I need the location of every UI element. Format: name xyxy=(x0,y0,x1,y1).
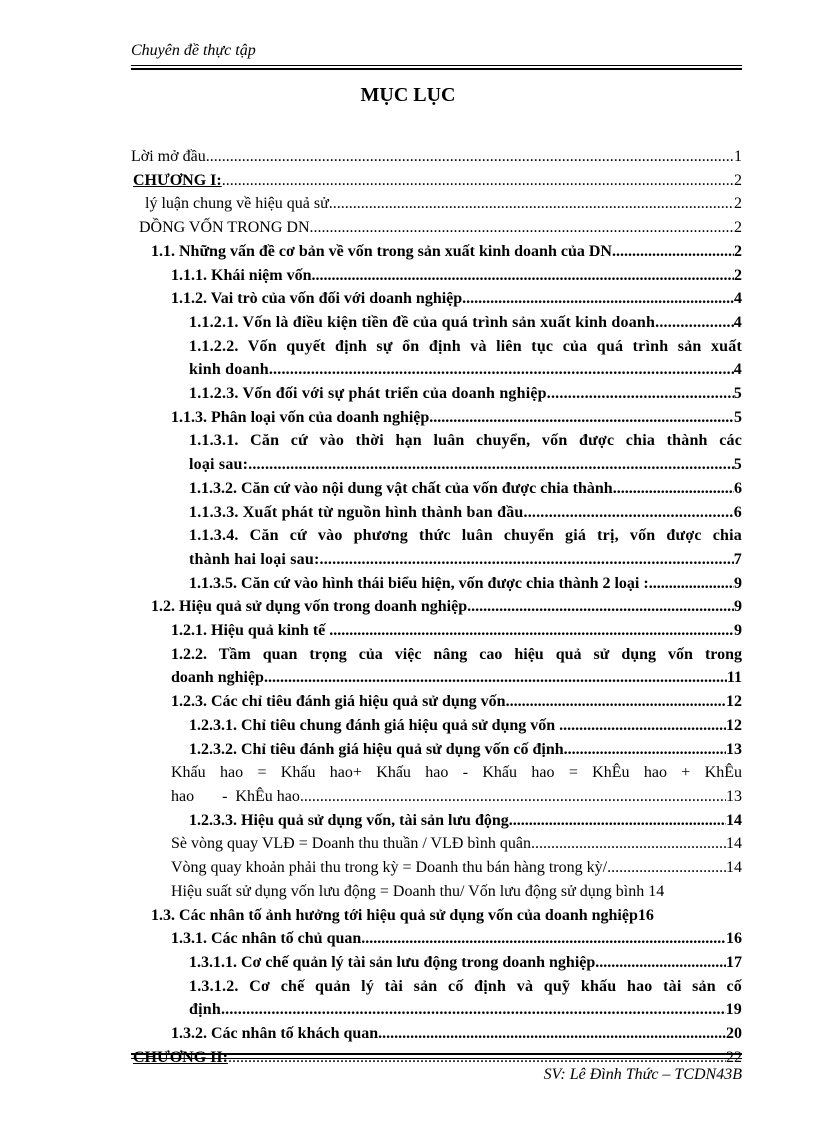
toc-page-number: 20 xyxy=(726,1025,742,1043)
toc-entry-1-3-1[interactable]: 1.3.1. Các nhân tố chủ quan ..... 16 xyxy=(131,927,742,951)
toc-page-number: 17 xyxy=(726,953,742,971)
toc-page-number: 11 xyxy=(726,669,742,687)
toc-entry-1-2-1[interactable]: 1.2.1. Hiệu quả kinh tế ..... 9 xyxy=(131,619,742,643)
toc-page-number: 12 xyxy=(726,716,742,734)
toc-page-number: 13 xyxy=(726,740,742,758)
toc-entry-hieu-suat[interactable]: Hiệu suất sử dụng vốn lưu động = Doanh thu/ Vốn lưu động sử dụng bình 14 xyxy=(131,880,742,904)
toc-page-number: 14 xyxy=(648,882,665,900)
toc-entry-1-1-3-5[interactable]: 1.1.3.5. Căn cứ vào hình thái biểu hiện, vốn được chia thành 2 loại : ..... 9 xyxy=(131,572,742,596)
toc-entry-1-3-1-2[interactable]: 1.3.1.2. Cơ chế quản lý tài sản cố định và quỹ khấu hao tài sản cố định ..... 19 xyxy=(131,975,742,1022)
toc-entry-1-1-3-1[interactable]: 1.1.3.1. Căn cứ vào thời hạn luân chuyển, vốn được chia thành các loại sau: ..... 5 xyxy=(131,429,742,476)
toc-entry-1-2-3-1[interactable]: 1.2.3.1. Chỉ tiêu chung đánh giá hiệu quả sử dụng vốn ..... 12 xyxy=(131,714,742,738)
toc-entry-loi-mo-dau[interactable]: Lời mở đầu ..... 1 xyxy=(131,145,742,169)
header-rule-thin xyxy=(131,65,742,66)
toc-entry-1-3-2[interactable]: 1.3.2. Các nhân tố khách quan ..... 20 xyxy=(131,1022,742,1046)
toc-page-number: 16 xyxy=(637,906,654,924)
toc-entry-ly-luan-chung[interactable]: lý luận chung về hiệu quả sử ..... 2 xyxy=(131,192,742,216)
toc-page-number: 14 xyxy=(726,835,742,853)
header-rule-thick xyxy=(131,68,742,70)
toc-entry-1-3[interactable]: 1.3. Các nhân tố ảnh hưởng tới hiệu quả sử dụng vốn của doanh nghiệp 16 xyxy=(131,904,742,928)
toc-page-number: 13 xyxy=(726,787,742,805)
toc-page-number: 19 xyxy=(725,1001,742,1019)
toc-entry-khau-hao[interactable]: Khấu hao = Khấu hao+ Khấu hao - Khấu hao = KhÊu hao + KhÊu hao - KhÊu hao ..... 13 xyxy=(131,761,742,808)
toc-entry-1-1-3-3[interactable]: 1.1.3.3. Xuất phát từ nguồn hình thành ban đầu ..... 6 xyxy=(131,501,742,525)
toc-page-number: 2 xyxy=(734,219,742,237)
toc-page-number: 6 xyxy=(734,479,742,497)
footer-rule-thick xyxy=(131,1053,742,1055)
toc-page-number: 2 xyxy=(734,242,742,260)
toc-page-number: 14 xyxy=(726,859,742,877)
toc-page-number: 5 xyxy=(733,385,742,403)
toc-entry-1-1-3-4[interactable]: 1.1.3.4. Căn cứ vào phương thức luân chuyển giá trị, vốn được chia thành hai loại sau: ..... 7 xyxy=(131,524,742,571)
toc-page-number: 22 xyxy=(726,1048,742,1066)
toc-page-number: 2 xyxy=(734,266,742,284)
toc-page-number: 9 xyxy=(734,598,742,616)
page-footer: SV: Lê Đình Thức – TCDN43B xyxy=(543,1066,742,1083)
toc-entry-1-2[interactable]: 1.2. Hiệu quả sử dụng vốn trong doanh nghiệp ..... 9 xyxy=(131,595,742,619)
toc-entry-1-1-2-2[interactable]: 1.1.2.2. Vốn quyết định sự ổn định và liên tục của quá trình sản xuất kinh doanh ..... 4 xyxy=(131,335,742,382)
toc-page-number: 4 xyxy=(733,313,742,331)
toc-entry-chuong-2[interactable]: CHƯƠNG II: ..... 22 xyxy=(131,1046,742,1070)
toc-entry-1-1-2-1[interactable]: 1.1.2.1. Vốn là điều kiện tiền đề của quá trình sản xuất kinh doanh ..... 4 xyxy=(131,311,742,335)
toc-entry-1-1-3[interactable]: 1.1.3. Phân loại vốn của doanh nghiệp ..... 5 xyxy=(131,406,742,430)
table-of-contents xyxy=(131,145,742,1069)
toc-page-number: 2 xyxy=(734,195,742,213)
toc-page-number: 12 xyxy=(726,693,742,711)
toc-page-number: 7 xyxy=(733,550,742,568)
toc-entry-vong-quay-khoan-phai-thu[interactable]: Vòng quay khoản phải thu trong kỳ = Doanh thu bán hàng trong kỳ/ ..... 14 xyxy=(131,856,742,880)
toc-entry-1-2-3-2[interactable]: 1.2.3.2. Chỉ tiêu đánh giá hiệu quả sử dụng vốn cố định ..... 13 xyxy=(131,738,742,762)
toc-page-number: 4 xyxy=(734,290,742,308)
toc-page-number: 5 xyxy=(734,408,742,426)
page-header: Chuyên đề thực tập xyxy=(131,42,256,59)
toc-entry-1-2-3-3[interactable]: 1.2.3.3. Hiệu quả sử dụng vốn, tài sản lưu động ..... 14 xyxy=(131,809,742,833)
toc-page-number: 6 xyxy=(733,503,742,521)
footer-rule-thin xyxy=(131,1058,742,1059)
toc-page-number: 9 xyxy=(734,622,742,640)
toc-entry-1-1-3-2[interactable]: 1.1.3.2. Căn cứ vào nội dung vật chất của vốn được chia thành ..... 6 xyxy=(131,477,742,501)
toc-page-number: 14 xyxy=(726,811,742,829)
toc-page-number: 2 xyxy=(734,171,742,189)
toc-entry-dong-von[interactable]: DỒNG VỐN TRONG DN ..... 2 xyxy=(131,216,742,240)
toc-page-number: 16 xyxy=(726,930,742,948)
toc-page-number: 9 xyxy=(734,574,742,592)
toc-entry-1-2-3[interactable]: 1.2.3. Các chỉ tiêu đánh giá hiệu quả sử dụng vốn ..... 12 xyxy=(131,690,742,714)
toc-entry-1-1-1[interactable]: 1.1.1. Khái niệm vốn ..... 2 xyxy=(131,264,742,288)
toc-page-number: 1 xyxy=(734,148,742,165)
toc-entry-1-1-2-3[interactable]: 1.1.2.3. Vốn đối với sự phát triển của doanh nghiệp ..... 5 xyxy=(131,382,742,406)
toc-entry-1-1[interactable]: 1.1. Những vấn đề cơ bản về vốn trong sản xuất kinh doanh của DN ..... 2 xyxy=(131,240,742,264)
toc-entry-1-3-1-1[interactable]: 1.3.1.1. Cơ chế quản lý tài sản lưu động trong doanh nghiệp ..... 17 xyxy=(131,951,742,975)
toc-entry-chuong-1[interactable]: CHƯƠNG I: ..... 2 xyxy=(131,169,742,193)
toc-entry-so-vong-quay[interactable]: Sè vòng quay VLĐ = Doanh thu thuần / VLĐ bình quân ..... 14 xyxy=(131,832,742,856)
page-title: MỤC LỤC xyxy=(360,84,456,106)
toc-entry-1-2-2[interactable]: 1.2.2. Tầm quan trọng của việc nâng cao hiệu quả sử dụng vốn trong doanh nghiệp ..... 11 xyxy=(131,643,742,690)
toc-entry-1-1-2[interactable]: 1.1.2. Vai trò của vốn đối với doanh nghiệp ..... 4 xyxy=(131,287,742,311)
toc-page-number: 4 xyxy=(733,361,742,379)
toc-page-number: 5 xyxy=(733,456,742,474)
